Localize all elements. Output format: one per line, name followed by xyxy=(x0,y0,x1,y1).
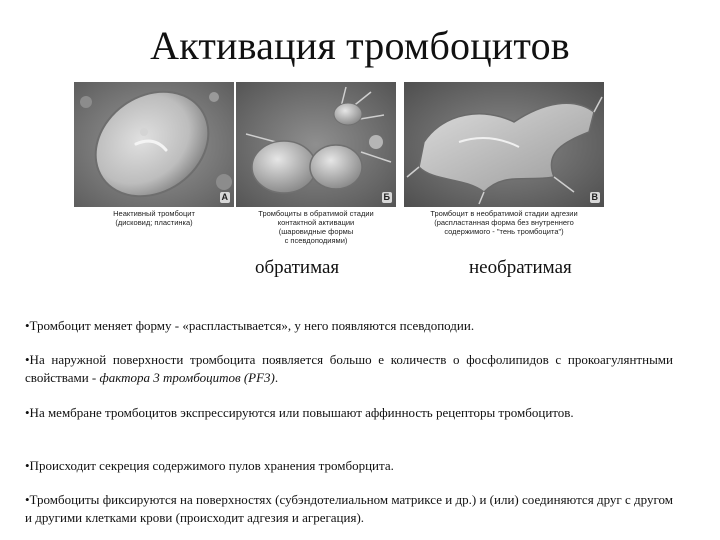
bullet-text: •На мембране тромбоцитов экспрессируются или повышают аффинность рецепторы тромбоцитов. xyxy=(25,405,574,420)
bullet-phospholipids xyxy=(25,351,673,387)
panel-letter-b: Б xyxy=(383,192,390,202)
micrograph-b-caption: Тромбоциты в обратимой стадии контактной активации (шаровидные формы с псевдоподиями) xyxy=(258,209,374,245)
panel-letter-a: А xyxy=(221,192,228,202)
micrograph-irreversible-adhesion xyxy=(404,82,604,207)
panel-letter-c: В xyxy=(591,192,598,202)
micrograph-c-caption: Тромбоцит в необратимой стадии адгезии (распластанная форма без внутреннего содержимого - "тень тромбоцита") xyxy=(430,209,578,236)
micrograph-a-caption: Неактивный тромбоцит (дисковид; пластинка) xyxy=(113,209,195,227)
bullet-italic-term: фактора 3 тромбоцитов (PF3) xyxy=(99,370,275,385)
bullet-text: •Тромбоциты фиксируются на поверхностях (субэндотелиальном матриксе и др.) и (или) соединяются друг с другом и другими клетками крови (происходит адгезия и агрегация). xyxy=(25,492,673,525)
bullet-secretion xyxy=(25,457,673,475)
micrograph-reversible-activation xyxy=(236,82,396,207)
slide-title: Активация тромбоцитов xyxy=(150,23,570,68)
micrograph-inactive-platelet xyxy=(74,82,234,207)
label-irreversible: необратимая xyxy=(469,257,572,278)
bullet-text-end: . xyxy=(274,370,279,385)
bullet-shape-change xyxy=(25,317,673,335)
micrograph-c-image xyxy=(404,82,604,207)
label-reversible: обратимая xyxy=(255,257,340,278)
bullet-text: •Тромбоцит меняет форму - «распластывается», у него появляются псевдоподии. xyxy=(25,318,475,333)
micrograph-b-image xyxy=(236,82,396,207)
bullet-text: •Происходит секреция содержимого пулов хранения тромборцита. xyxy=(25,458,394,473)
bullet-text: •На наружной поверхности тромбоцита появляется большо е количеств о фосфолипидов с прокоагулянтными свойствами - xyxy=(25,352,673,385)
bullet-receptors xyxy=(25,404,673,422)
bullet-adhesion-aggregation xyxy=(25,491,673,527)
micrograph-a-image xyxy=(74,82,234,207)
